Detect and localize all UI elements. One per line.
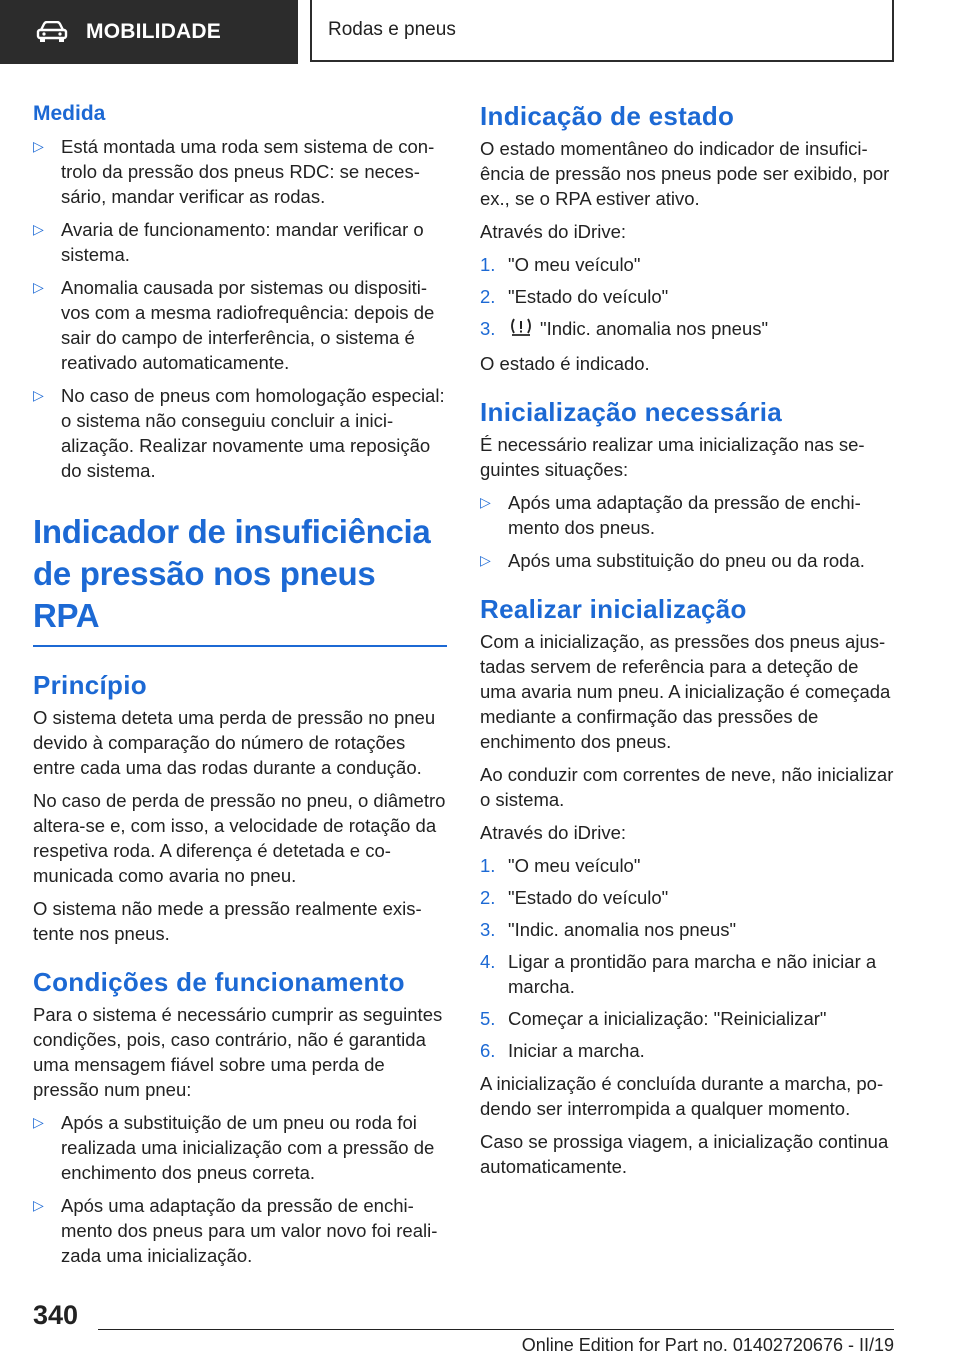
- triangle-bullet-icon: ▷: [33, 221, 44, 237]
- paragraph: Com a inicialização, as pressões dos pneus ajustadas servem de referência para a deteção de uma avaria num pneu. A inicialização é começada mediante a confirmação das pressões de enchimento dos pneus.: [480, 631, 891, 753]
- paragraph: Ao conduzir com correntes de neve, não inicializar o sistema.: [480, 764, 894, 811]
- paragraph: Através do iDrive:: [480, 221, 626, 242]
- list-item: ▷ Após a substituição de um pneu ou roda foi realizada uma inicialização com a pressão de enchimento dos pneus correta.: [33, 1112, 435, 1183]
- list-item: ▷ Está montada uma roda sem sistema de controlo da pressão dos pneus RDC: se necessário, mandar verificar as rodas.: [33, 136, 435, 207]
- principio-heading: Princípio: [33, 670, 147, 700]
- list-item: 4. Ligar a prontidão para marcha e não iniciar a marcha.: [480, 951, 877, 998]
- list-item: ▷ Após uma adaptação da pressão de enchimento dos pneus.: [480, 492, 861, 539]
- triangle-bullet-icon: ▷: [33, 279, 44, 295]
- car-icon: [36, 21, 68, 43]
- section-tab: [0, 0, 298, 64]
- edition-note: Online Edition for Part no. 01402720676 - II/19: [521, 1335, 894, 1355]
- estado-steps: [480, 252, 896, 343]
- realizar-steps: [480, 853, 896, 1063]
- paragraph: No caso de perda de pressão no pneu, o diâmetro altera-se e, com isso, a velocidade de rotação da respetiva roda. A diferença é detetada e comunicada como avaria no pneu.: [33, 790, 446, 886]
- condicoes-list: [33, 1110, 447, 1268]
- triangle-bullet-icon: ▷: [33, 1114, 44, 1130]
- left-column: [33, 100, 447, 1276]
- list-item: 6. Iniciar a marcha.: [480, 1040, 645, 1062]
- medida-list: [33, 134, 447, 483]
- list-item: 1. "O meu veículo": [480, 855, 641, 877]
- page-number: 340: [33, 1300, 79, 1330]
- list-item: ▷ No caso de pneus com homologação especial: o sistema não conseguiu concluir a inicialização. Realizar novamente uma reposição do sistema.: [33, 385, 445, 481]
- triangle-bullet-icon: ▷: [33, 1197, 44, 1213]
- list-item: ▷ Avaria de funcionamento: mandar verificar o sistema.: [33, 219, 424, 265]
- paragraph: Para o sistema é necessário cumprir as seguintes condições, pois, caso contrário, não é garantida uma mensagem fiável sobre uma perda de pressão num pneu:: [33, 1004, 443, 1100]
- paragraph: O sistema deteta uma perda de pressão no pneu devido à comparação do número de rotações entre cada uma das rodas durante a condução.: [33, 707, 436, 778]
- section-label: MOBILIDADE: [86, 20, 221, 43]
- condicoes-heading: Condições de funcionamento: [33, 967, 405, 997]
- chapter-tab: [310, 0, 894, 62]
- realizar-heading: Realizar inicialização: [480, 594, 747, 625]
- paragraph: O sistema não mede a pressão realmente existente nos pneus.: [33, 898, 422, 944]
- list-item: ▷ Anomalia causada por sistemas ou dispositivos com a mesma radiofrequência: depois de sair do campo de interferência, o sistema é reativado automaticamente.: [33, 277, 435, 373]
- paragraph: Caso se prossiga viagem, a inicialização continua automaticamente.: [480, 1131, 889, 1178]
- list-item: ▷ Após uma substituição do pneu ou da roda.: [480, 550, 865, 572]
- triangle-bullet-icon: ▷: [480, 552, 491, 569]
- page-header: [0, 0, 960, 66]
- paragraph: A inicialização é concluída durante a marcha, podendo ser interrompida a qualquer momento.: [480, 1073, 884, 1120]
- tire-pressure-warning-icon: [508, 317, 534, 343]
- list-item: 2. "Estado do veículo": [480, 887, 669, 909]
- list-item: 2. "Estado do veículo": [480, 286, 669, 307]
- necessaria-heading: Inicialização necessária: [480, 397, 783, 428]
- chapter-label: Rodas e pneus: [328, 19, 456, 40]
- list-item: 1. "O meu veículo": [480, 254, 641, 275]
- medida-heading: Medida: [33, 102, 106, 125]
- necessaria-list: [480, 490, 896, 573]
- paragraph: O estado momentâneo do indicador de insuficiência de pressão nos pneus pode ser exibido, por ex., se o RPA estiver ativo.: [480, 138, 890, 209]
- paragraph: Através do iDrive:: [480, 822, 626, 844]
- estado-heading: Indicação de estado: [480, 101, 735, 131]
- triangle-bullet-icon: ▷: [33, 387, 44, 403]
- list-item: 5. Começar a inicialização: "Reinicializar": [480, 1008, 827, 1030]
- list-item: ▷ Após uma adaptação da pressão de enchimento dos pneus para um valor novo foi realizada uma inicialização.: [33, 1195, 438, 1266]
- footer-divider: [98, 1329, 894, 1330]
- paragraph: É necessário realizar uma inicialização nas seguintes situações:: [480, 434, 865, 481]
- triangle-bullet-icon: ▷: [480, 494, 491, 511]
- paragraph: O estado é indicado.: [480, 353, 650, 375]
- main-heading: Indicador de insuficiência de pressão nos pneus RPA: [33, 511, 447, 647]
- list-item: 3. "Indic. anomalia nos pneus": [480, 919, 737, 941]
- triangle-bullet-icon: ▷: [33, 138, 44, 154]
- right-column: [480, 100, 896, 1187]
- list-item: 3. "Indic. anomalia nos pneus": [480, 316, 896, 343]
